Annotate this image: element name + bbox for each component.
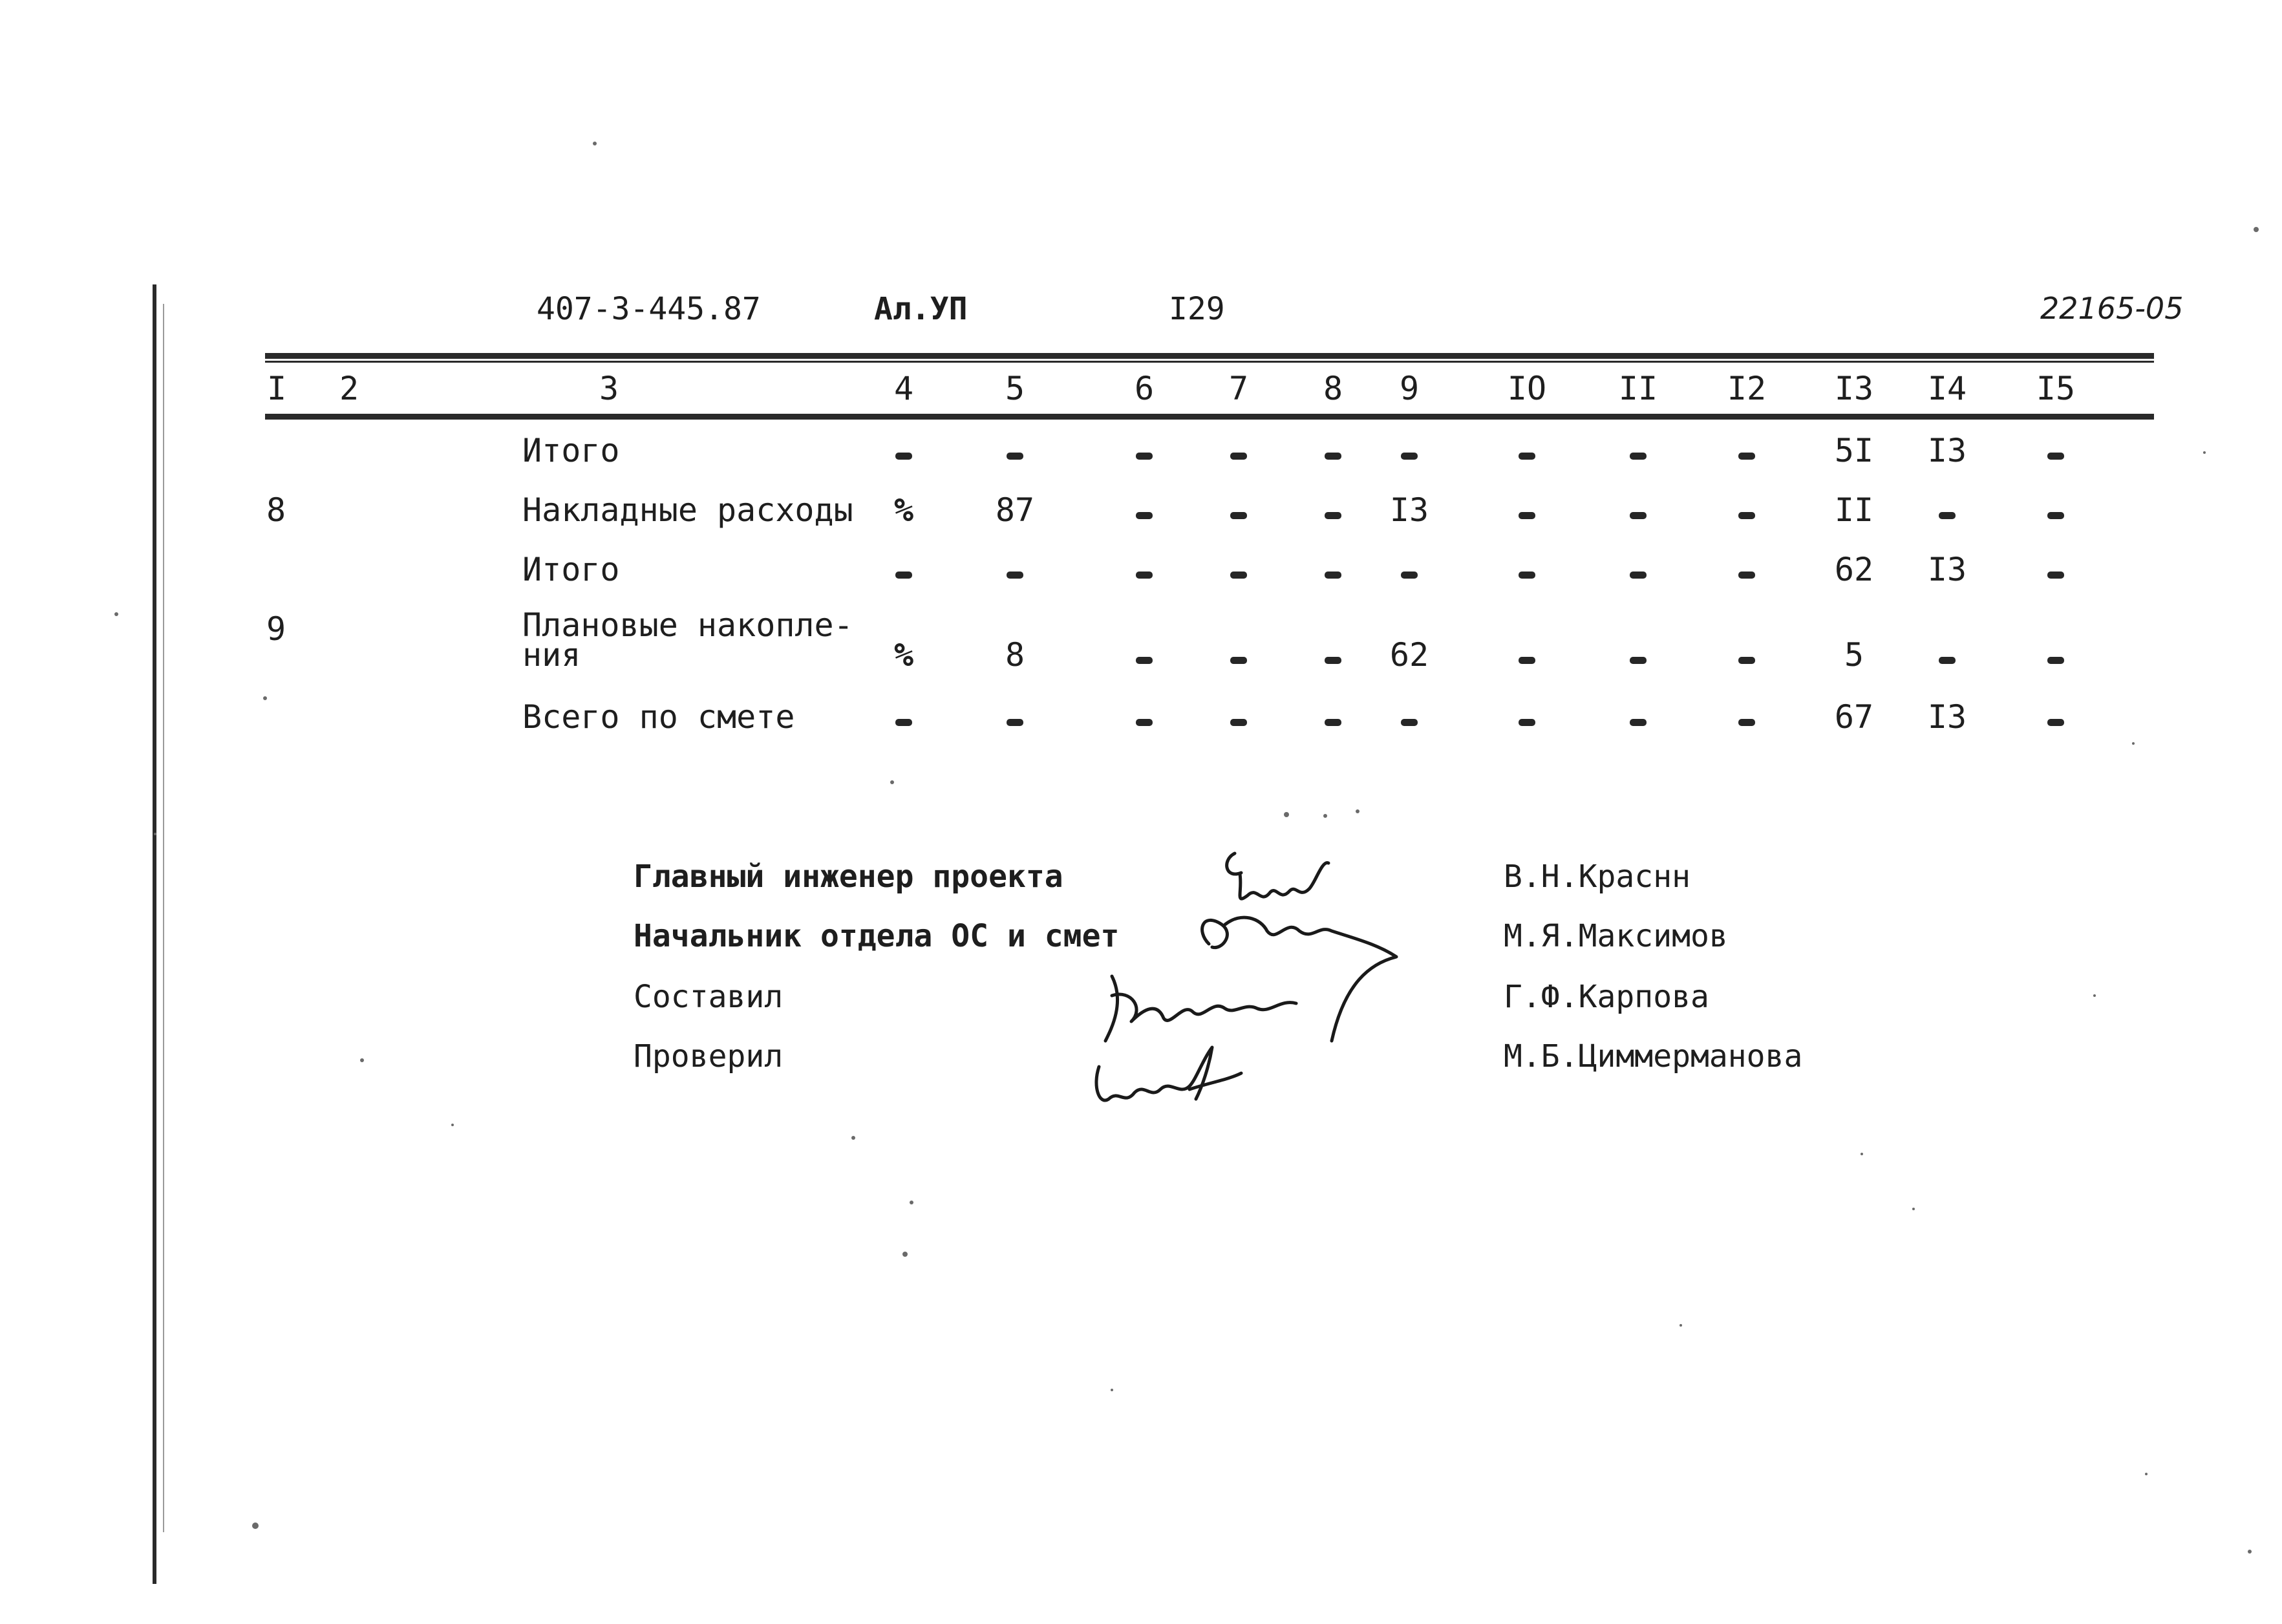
row-label <box>522 551 620 588</box>
empty-cell-dash <box>1325 512 1341 519</box>
empty-cell-dash <box>895 719 912 726</box>
empty-cell-dash <box>1738 512 1755 519</box>
empty-cell-dash <box>1939 512 1956 519</box>
column-number: 9 <box>1399 370 1420 407</box>
empty-cell-dash <box>1325 657 1341 664</box>
empty-cell-dash <box>1401 572 1418 579</box>
signature-name: Г.Ф.Карпова <box>1504 979 1709 1015</box>
page-binding-edge <box>153 284 156 1584</box>
empty-cell-dash <box>1630 512 1647 519</box>
doc-code: 407-3-445.87 <box>537 291 761 327</box>
empty-cell-dash <box>1738 453 1755 460</box>
table-top-rule <box>265 353 2154 359</box>
empty-cell-dash <box>1630 719 1647 726</box>
column-number: 8 <box>1323 370 1343 407</box>
empty-cell-dash <box>1230 453 1247 460</box>
table-header-rule <box>265 414 2154 420</box>
empty-cell-dash <box>2047 719 2064 726</box>
row-number: 9 <box>266 610 286 648</box>
empty-cell-dash <box>1519 719 1535 726</box>
row-label-line: Итого <box>522 432 620 469</box>
signature-role: Составил <box>634 979 784 1015</box>
empty-cell-dash <box>1007 719 1023 726</box>
empty-cell-dash <box>1738 572 1755 579</box>
column-number: I <box>266 370 287 407</box>
empty-cell-dash <box>2047 572 2064 579</box>
empty-cell-dash <box>1630 657 1647 664</box>
row-label <box>522 432 620 469</box>
empty-cell-dash <box>1401 453 1418 460</box>
column-number: 2 <box>339 370 359 407</box>
empty-cell-dash <box>1136 512 1153 519</box>
table-cell: % <box>893 636 914 674</box>
empty-cell-dash <box>1401 719 1418 726</box>
table-cell: I3 <box>1389 491 1429 529</box>
empty-cell-dash <box>1519 453 1535 460</box>
empty-cell-dash <box>895 572 912 579</box>
empty-cell-dash <box>1325 719 1341 726</box>
empty-cell-dash <box>1519 657 1535 664</box>
table-cell: I3 <box>1927 698 1967 736</box>
empty-cell-dash <box>1136 657 1153 664</box>
column-number: IO <box>1507 370 1547 407</box>
table-cell: 8 <box>1005 636 1025 674</box>
column-number: I5 <box>2036 370 2076 407</box>
signature-name: М.Б.Циммерманова <box>1504 1038 1803 1074</box>
signature-role: Проверил <box>634 1038 784 1074</box>
row-label <box>522 491 853 529</box>
handwritten-signatures <box>1073 834 1422 1144</box>
signature-name: В.Н.Краснн <box>1504 859 1690 895</box>
empty-cell-dash <box>1325 453 1341 460</box>
empty-cell-dash <box>2047 453 2064 460</box>
table-cell: 87 <box>995 491 1035 529</box>
table-cell: 5I <box>1834 432 1874 469</box>
column-number: II <box>1618 370 1658 407</box>
empty-cell-dash <box>1136 719 1153 726</box>
signature-role: Начальник отдела ОС и смет <box>634 918 1120 954</box>
empty-cell-dash <box>2047 512 2064 519</box>
column-number: 4 <box>893 370 914 407</box>
row-label-line: Накладные расходы <box>522 491 853 529</box>
table-cell: 67 <box>1834 698 1874 736</box>
empty-cell-dash <box>2047 657 2064 664</box>
signature-name: М.Я.Максимов <box>1504 918 1728 954</box>
column-number: 6 <box>1134 370 1155 407</box>
empty-cell-dash <box>1630 572 1647 579</box>
empty-cell-dash <box>1136 572 1153 579</box>
archive-number: 22165-05 <box>2040 291 2184 326</box>
table-cell: 62 <box>1834 551 1874 588</box>
empty-cell-dash <box>1230 572 1247 579</box>
table-cell: % <box>893 491 914 529</box>
empty-cell-dash <box>1230 512 1247 519</box>
table-cell: I3 <box>1927 551 1967 588</box>
page-binding-shadow <box>163 304 164 1532</box>
signature-role: Главный инженер проекта <box>634 859 1063 895</box>
empty-cell-dash <box>1630 453 1647 460</box>
empty-cell-dash <box>1230 657 1247 664</box>
empty-cell-dash <box>1136 453 1153 460</box>
empty-cell-dash <box>1939 657 1956 664</box>
empty-cell-dash <box>1738 657 1755 664</box>
empty-cell-dash <box>1325 572 1341 579</box>
empty-cell-dash <box>1519 572 1535 579</box>
empty-cell-dash <box>1007 572 1023 579</box>
empty-cell-dash <box>1230 719 1247 726</box>
empty-cell-dash <box>1007 453 1023 460</box>
column-number: I2 <box>1727 370 1767 407</box>
row-label <box>522 698 794 736</box>
row-label-line: Всего по смете <box>522 698 795 736</box>
column-number: 5 <box>1005 370 1025 407</box>
column-number: I4 <box>1927 370 1967 407</box>
empty-cell-dash <box>1738 719 1755 726</box>
column-number: 7 <box>1228 370 1249 407</box>
table-cell: II <box>1834 491 1874 529</box>
album-number: Ал.УП <box>874 291 968 327</box>
row-number: 8 <box>266 491 286 529</box>
row-label-line: ния <box>522 636 581 674</box>
table-cell: 5 <box>1844 636 1864 674</box>
row-label-line: Плановые накопле- <box>522 606 853 644</box>
table-cell: 62 <box>1389 636 1429 674</box>
empty-cell-dash <box>1519 512 1535 519</box>
table-top-rule-thin <box>265 361 2154 363</box>
empty-cell-dash <box>895 453 912 460</box>
column-number: 3 <box>599 370 619 407</box>
row-label <box>522 606 853 674</box>
row-label-line: Итого <box>522 551 620 588</box>
table-cell: I3 <box>1927 432 1967 469</box>
column-number: I3 <box>1834 370 1874 407</box>
page-number: I29 <box>1169 291 1225 327</box>
